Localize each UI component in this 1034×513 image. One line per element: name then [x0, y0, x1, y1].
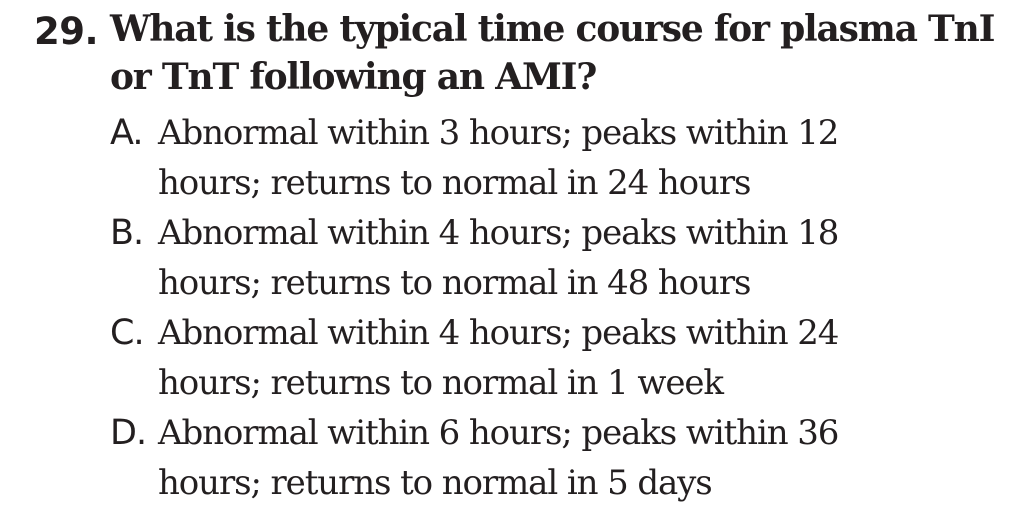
question-number: 29. [34, 10, 99, 53]
answer-options [110, 108, 1010, 508]
answer-option-d [110, 408, 1010, 508]
option-text: Abnormal within 6 hours; peaks within 36 hours; returns to normal in 5 days [158, 413, 839, 503]
option-text: Abnormal within 3 hours; peaks within 12 hours; returns to normal in 24 hours [158, 113, 839, 203]
option-letter: A. [110, 113, 143, 153]
option-text: Abnormal within 4 hours; peaks within 24 hours; returns to normal in 1 week [158, 313, 839, 403]
option-letter: D. [110, 413, 147, 453]
answer-option-a [110, 108, 1010, 208]
option-text: Abnormal within 4 hours; peaks within 18 hours; returns to normal in 48 hours [158, 213, 839, 303]
answer-option-b [110, 208, 1010, 308]
answer-option-c [110, 308, 1010, 408]
question-stem: What is the typical time course for plasma TnI or TnT following an AMI? [110, 8, 995, 98]
option-letter: B. [110, 213, 144, 253]
option-letter: C. [110, 313, 144, 353]
